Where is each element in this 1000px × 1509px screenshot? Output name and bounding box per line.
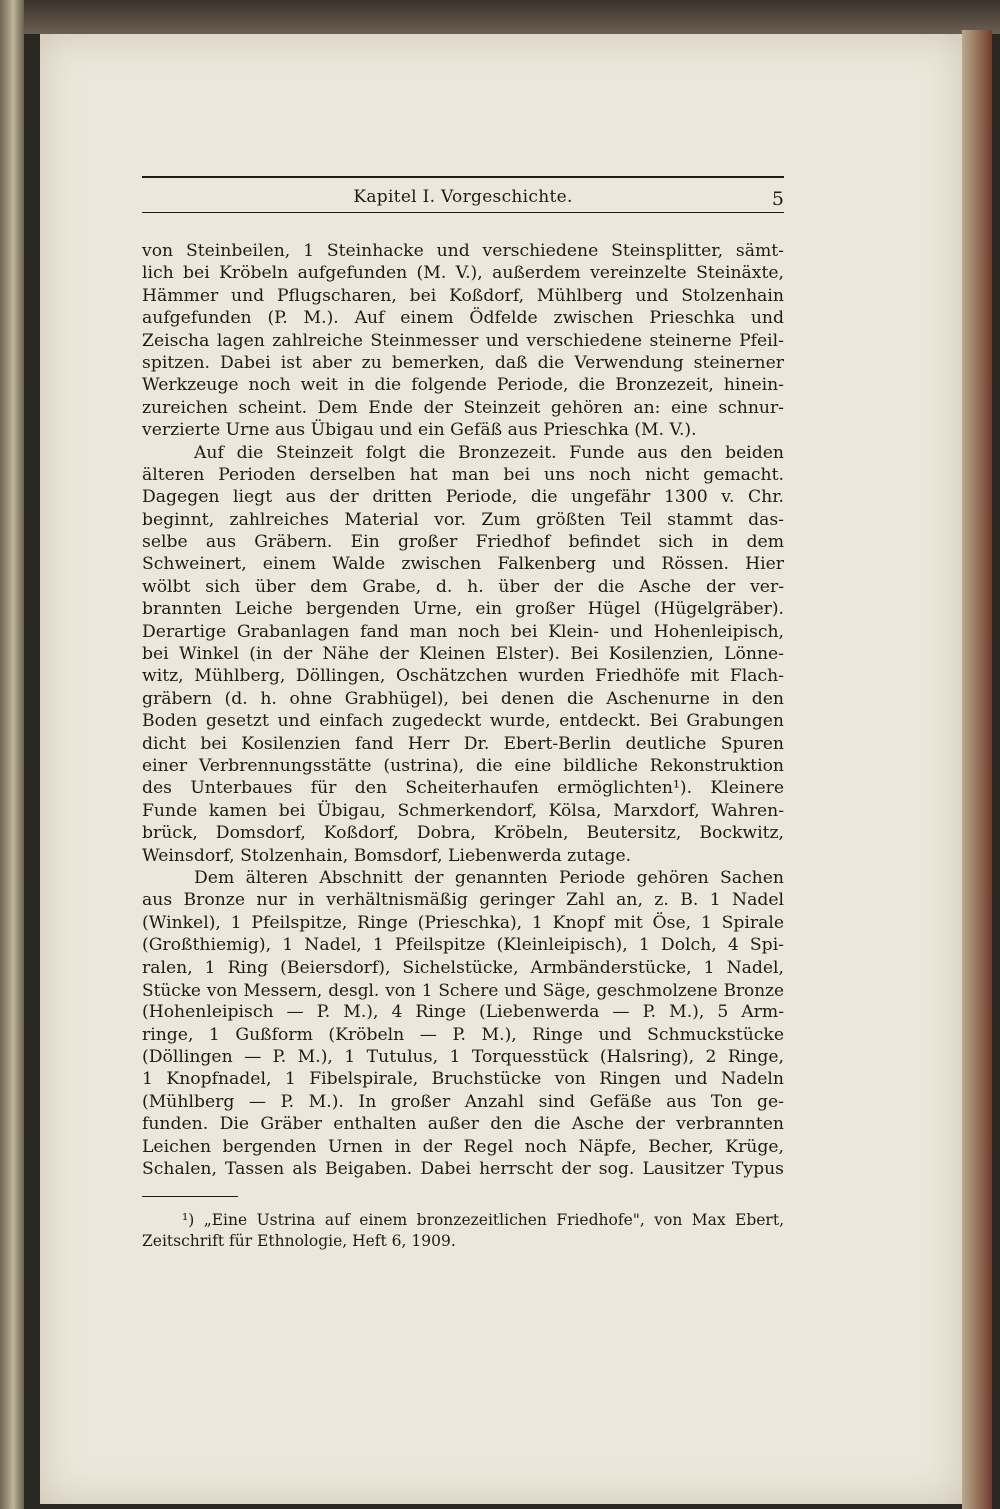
text-line: aus Bronze nur in verhältnismäßig geringer Zahl an, z. B. 1 Nadel [142, 890, 784, 911]
text-line: verzierte Urne aus Übigau und ein Gefäß aus Prieschka (M. V.). [142, 420, 697, 441]
text-line: spitzen. Dabei ist aber zu bemerken, daß die Verwendung steinerner [142, 352, 784, 373]
text-line: Schalen, Tassen als Beigaben. Dabei herrscht der sog. Lausitzer Typus [142, 1159, 784, 1180]
text-line: wölbt sich über dem Grabe, d. h. über der die Asche der ver- [142, 576, 784, 597]
text-line: Stücke von Messern, desgl. von 1 Schere und Säge, geschmolzene Bronze [142, 979, 784, 1000]
text-line: witz, Mühlberg, Döllingen, Oschätzchen wurden Friedhöfe mit Flach- [142, 666, 784, 687]
text-line: Derartige Grabanlagen fand man noch bei Klein- und Hohenleipisch, [142, 621, 784, 642]
text-line: dicht bei Kosilenzien fand Herr Dr. Ebert-Berlin deutliche Spuren [142, 733, 784, 754]
text-line: funden. Die Gräber enthalten außer den die Asche der verbrannten [142, 1114, 784, 1135]
text-line: (Döllingen — P. M.), 1 Tutulus, 1 Torquesstück (Halsring), 2 Ringe, [142, 1047, 784, 1068]
text-line: ralen, 1 Ring (Beiersdorf), Sichelstücke, Armbänderstücke, 1 Nadel, [142, 957, 784, 978]
text-line: Leichen bergenden Urnen in der Regel noch Näpfe, Becher, Krüge, [142, 1136, 784, 1157]
footnote-line: Zeitschrift für Ethnologie, Heft 6, 1909. [142, 1232, 456, 1250]
text-line: Boden gesetzt und einfach zugedeckt wurde, entdeckt. Bei Grabungen [142, 711, 784, 732]
page-number: 5 [771, 188, 784, 210]
text-line: aufgefunden (P. M.). Auf einem Ödfelde zwischen Prieschka und [142, 308, 784, 329]
text-line: bei Winkel (in der Nähe der Kleinen Elster). Bei Kosilenzien, Lönne- [142, 644, 784, 665]
text-line: selbe aus Gräbern. Ein großer Friedhof befindet sich in dem [142, 532, 784, 553]
text-line: 1 Knopfnadel, 1 Fibelspirale, Bruchstücke von Ringen und Nadeln [142, 1069, 784, 1090]
facing-page-edge [0, 0, 24, 1509]
text-line: Auf die Steinzeit folgt die Bronzezeit. Funde aus den beiden [194, 442, 784, 463]
text-line: einer Verbrennungsstätte (ustrina), die eine bildliche Rekonstruktion [142, 755, 784, 776]
text-line: lich bei Kröbeln aufgefunden (M. V.), außerdem vereinzelte Steinäxte, [142, 263, 784, 284]
text-line: Schweinert, einem Walde zwischen Falkenberg und Rössen. Hier [142, 554, 784, 575]
text-line: brannten Leiche bergenden Urne, ein großer Hügel (Hügelgräber). [142, 599, 784, 620]
text-line: Weinsdorf, Stolzenhain, Bomsdorf, Liebenwerda zutage. [142, 845, 632, 866]
text-line: älteren Perioden derselben hat man bei uns noch nicht gemacht. [142, 464, 784, 485]
chapter-title: Kapitel I. Vorgeschichte. [353, 187, 573, 207]
text-line: Dem älteren Abschnitt der genannten Periode gehören Sachen [194, 867, 784, 888]
book-top-edge [24, 0, 1000, 34]
text-line: (Mühlberg — P. M.). In großer Anzahl sind Gefäße aus Ton ge- [142, 1091, 784, 1112]
text-line: Zeischa lagen zahlreiche Steinmesser und verschiedene steinerne Pfeil- [142, 330, 784, 351]
text-line: von Steinbeilen, 1 Steinhacke und verschiedene Steinsplitter, sämt- [142, 241, 784, 261]
book-cover-edge [962, 30, 992, 1509]
text-line: brück, Domsdorf, Koßdorf, Dobra, Kröbeln, Beutersitz, Bockwitz, [142, 823, 784, 844]
text-line: zureichen scheint. Dem Ende der Steinzeit gehören an: eine schnur- [142, 397, 784, 418]
text-line: (Hohenleipisch — P. M.), 4 Ringe (Liebenwerda — P. M.), 5 Arm- [142, 1002, 784, 1023]
header-top-rule [142, 176, 784, 178]
header-bottom-rule [142, 212, 784, 213]
text-line: Funde kamen bei Übigau, Schmerkendorf, Kölsa, Marxdorf, Wahren- [142, 800, 784, 821]
text-line: des Unterbaues für den Scheiterhaufen ermöglichten¹). Kleinere [142, 778, 784, 799]
text-line: Dagegen liegt aus der dritten Periode, die ungefähr 1300 v. Chr. [142, 487, 784, 508]
text-line: Hämmer und Pflugscharen, bei Koßdorf, Mühlberg und Stolzenhain [142, 285, 784, 306]
text-line: (Großthiemig), 1 Nadel, 1 Pfeilspitze (Kleinleipisch), 1 Dolch, 4 Spi- [142, 935, 784, 956]
footnote-rule [142, 1196, 238, 1197]
footnote [142, 1210, 784, 1252]
footnote-line: ¹) „Eine Ustrina auf einem bronzezeitlichen Friedhofe", von Max Ebert, [182, 1211, 784, 1229]
text-line: ringe, 1 Gußform (Kröbeln — P. M.), Ringe und Schmuckstücke [142, 1024, 784, 1045]
text-line: (Winkel), 1 Pfeilspitze, Ringe (Prieschka), 1 Knopf mit Öse, 1 Spirale [142, 912, 784, 933]
text-line: gräbern (d. h. ohne Grabhügel), bei denen die Aschenurne in den [142, 688, 784, 709]
text-line: Werkzeuge noch weit in die folgende Periode, die Bronzezeit, hinein- [142, 375, 784, 396]
body-text [142, 240, 784, 1180]
text-line: beginnt, zahlreiches Material vor. Zum größten Teil stammt das- [142, 509, 784, 530]
